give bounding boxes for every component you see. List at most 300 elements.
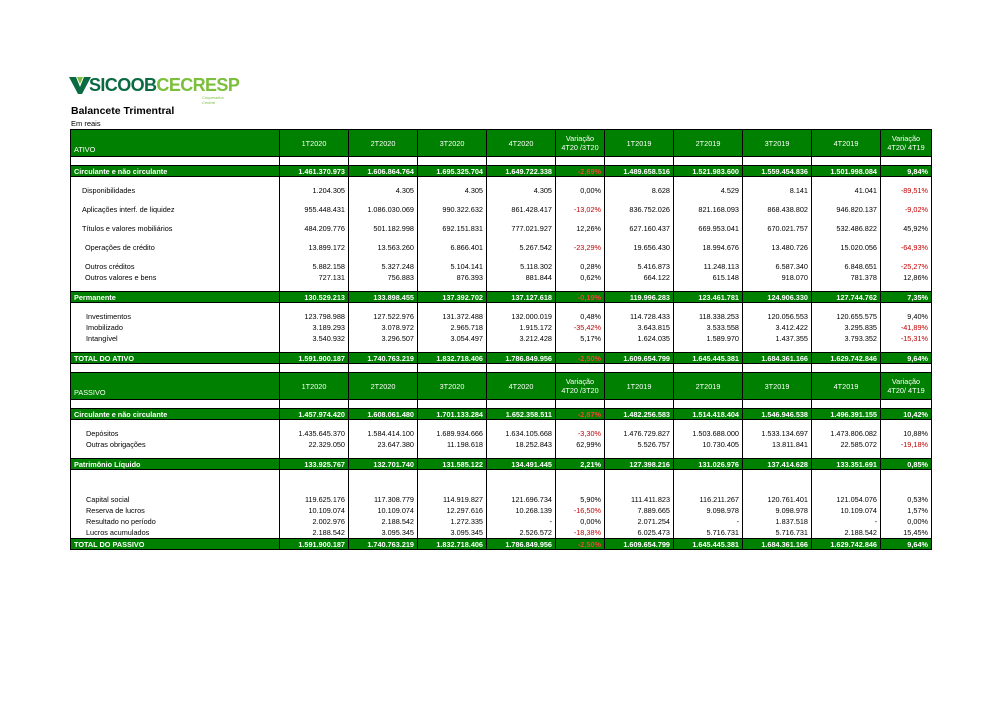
table-row-value: 5.104.141 (418, 261, 487, 272)
empty-cell (743, 344, 812, 353)
circulante-row-value: 1.501.998.084 (812, 166, 881, 177)
permanente-row-value: -0,19% (556, 292, 605, 303)
empty-cell (487, 470, 556, 479)
empty-cell (605, 486, 674, 494)
empty-cell (280, 253, 349, 261)
total-passivo-row-value: 9,64% (881, 539, 932, 550)
table-row-value: 3.296.507 (349, 333, 418, 344)
circulante-row-value: 1.652.358.511 (487, 409, 556, 420)
logo-tagline: Cooperativa Central (202, 95, 224, 105)
table-row-label: Operações de crédito (71, 242, 280, 253)
empty-cell (280, 234, 349, 242)
empty-cell (71, 486, 280, 494)
table-row-value: -41,89% (881, 322, 932, 333)
table-row-value: -23,29% (556, 242, 605, 253)
empty-cell (280, 303, 349, 312)
table-row-value: 0,48% (556, 311, 605, 322)
table-row-value: 777.021.927 (487, 223, 556, 234)
table-row-value: 3.054.497 (418, 333, 487, 344)
table-row-value: 3.533.558 (674, 322, 743, 333)
empty-cell (881, 253, 932, 261)
empty-cell (881, 215, 932, 223)
empty-cell (349, 400, 418, 409)
table-row-value: 2.526.572 (487, 527, 556, 539)
empty-cell (280, 283, 349, 292)
table-row-value: 727.131 (280, 272, 349, 283)
table-row-value: 4.529 (674, 185, 743, 196)
spacer-row (71, 253, 932, 261)
empty-cell (674, 478, 743, 486)
empty-cell (418, 400, 487, 409)
column-header: 3T2019 (743, 373, 812, 400)
table-row-label: Outros valores e bens (71, 272, 280, 283)
table-row-value: 3.189.293 (280, 322, 349, 333)
table-row-value: 1.204.305 (280, 185, 349, 196)
table-row-value: 23.647.380 (349, 439, 418, 450)
table-row-label: Títulos e valores mobiliários (71, 223, 280, 234)
empty-cell (605, 303, 674, 312)
table-row (71, 223, 932, 234)
empty-cell (487, 234, 556, 242)
patrimonio-row-value: 133.351.691 (812, 459, 881, 470)
table-row-value: 5,90% (556, 494, 605, 505)
circulante-row-value: -2,87% (556, 409, 605, 420)
empty-cell (71, 450, 280, 459)
empty-cell (349, 283, 418, 292)
table-row-value: 6.025.473 (605, 527, 674, 539)
column-header: Variação 4T20 /3T20 (556, 373, 605, 400)
empty-cell (674, 303, 743, 312)
table-row-value: - (487, 516, 556, 527)
report-title: Balancete Trimentral (71, 105, 175, 117)
table-row-value: 0,62% (556, 272, 605, 283)
table-row-value: 627.160.437 (605, 223, 674, 234)
table-row-value: 664.122 (605, 272, 674, 283)
table-row-value: 18.252.843 (487, 439, 556, 450)
empty-cell (418, 344, 487, 353)
empty-cell (487, 215, 556, 223)
total-ativo-row-value: 1.629.742.846 (812, 353, 881, 364)
empty-cell (418, 478, 487, 486)
table-row (71, 494, 932, 505)
empty-cell (743, 303, 812, 312)
empty-cell (71, 478, 280, 486)
empty-cell (280, 157, 349, 166)
table-row-value: -35,42% (556, 322, 605, 333)
permanente-row-value: 123.461.781 (674, 292, 743, 303)
empty-cell (349, 478, 418, 486)
empty-cell (605, 157, 674, 166)
empty-cell (743, 253, 812, 261)
table-row-value: 15.020.056 (812, 242, 881, 253)
table-row-value: 5.526.757 (605, 439, 674, 450)
sicoob-cecresp-logo (69, 73, 240, 105)
empty-cell (812, 253, 881, 261)
table-row (71, 505, 932, 516)
table-row-value: 10.109.074 (280, 505, 349, 516)
empty-cell (881, 157, 932, 166)
table-row-value: -15,31% (881, 333, 932, 344)
spacer-row (71, 283, 932, 292)
empty-cell (418, 196, 487, 204)
table-row-value: 1.689.934.666 (418, 428, 487, 439)
spacer-row (71, 450, 932, 459)
empty-cell (812, 486, 881, 494)
patrimonio-row-value: 134.491.445 (487, 459, 556, 470)
table-row-value: 5,17% (556, 333, 605, 344)
empty-cell (812, 283, 881, 292)
total-passivo-row-value: 1.740.763.219 (349, 539, 418, 550)
empty-cell (71, 215, 280, 223)
empty-cell (280, 177, 349, 186)
empty-cell (812, 215, 881, 223)
table-row-value: 1.837.518 (743, 516, 812, 527)
empty-cell (280, 400, 349, 409)
empty-cell (280, 364, 349, 373)
empty-cell (418, 450, 487, 459)
circulante-row-value: 1.608.061.480 (349, 409, 418, 420)
table-row-value: -3,30% (556, 428, 605, 439)
empty-cell (674, 470, 743, 479)
table-row-value: 669.953.041 (674, 223, 743, 234)
empty-cell (71, 364, 280, 373)
table-row-value: 2.071.254 (605, 516, 674, 527)
empty-cell (881, 303, 932, 312)
circulante-row-value: 1.695.325.704 (418, 166, 487, 177)
empty-cell (556, 400, 605, 409)
table-row-value: 1.634.105.668 (487, 428, 556, 439)
patrimonio-row (71, 459, 932, 470)
empty-cell (71, 177, 280, 186)
empty-cell (812, 420, 881, 429)
table-row-value: 6.587.340 (743, 261, 812, 272)
column-header: 2T2019 (674, 130, 743, 157)
circulante-row-value: 1.461.370.973 (280, 166, 349, 177)
empty-cell (743, 215, 812, 223)
empty-cell (881, 234, 932, 242)
table-row-value: 881.844 (487, 272, 556, 283)
empty-cell (280, 486, 349, 494)
empty-cell (812, 234, 881, 242)
empty-cell (556, 478, 605, 486)
total-ativo-row-value: 1.740.763.219 (349, 353, 418, 364)
table-row-value: 1.435.645.370 (280, 428, 349, 439)
table-row-value: 13.811.841 (743, 439, 812, 450)
column-header: Variação 4T20 /3T20 (556, 130, 605, 157)
empty-cell (881, 177, 932, 186)
empty-cell (812, 478, 881, 486)
table-row-value: 3.095.345 (349, 527, 418, 539)
table-row-value: 3.793.352 (812, 333, 881, 344)
column-header: 2T2020 (349, 373, 418, 400)
empty-cell (71, 420, 280, 429)
table-row-value: 0,53% (881, 494, 932, 505)
empty-cell (881, 420, 932, 429)
spacer-row (71, 486, 932, 494)
table-row-value: 22.585.072 (812, 439, 881, 450)
table-row-value: 13.563.260 (349, 242, 418, 253)
table-row-value: 5.118.302 (487, 261, 556, 272)
table-row (71, 527, 932, 539)
total-ativo-row-value: 1.591.900.187 (280, 353, 349, 364)
total-ativo-row-value: 1.609.654.799 (605, 353, 674, 364)
table-row-value: 12,26% (556, 223, 605, 234)
empty-cell (71, 157, 280, 166)
empty-cell (605, 234, 674, 242)
logo-wordmark: SICOOBCECRESP (89, 75, 240, 95)
total-ativo-row (71, 353, 932, 364)
total-passivo-row-label: TOTAL DO PASSIVO (71, 539, 280, 550)
table-row-label: Aplicações interf. de liquidez (71, 204, 280, 215)
total-passivo-row-value: 1.645.445.381 (674, 539, 743, 550)
patrimonio-row-value: 137.414.628 (743, 459, 812, 470)
empty-cell (605, 364, 674, 373)
table-row-value: 9.098.978 (674, 505, 743, 516)
table-row (71, 322, 932, 333)
table-row-value: 2.188.542 (812, 527, 881, 539)
total-ativo-row-value: 1.832.718.406 (418, 353, 487, 364)
spacer-row (71, 478, 932, 486)
empty-cell (556, 283, 605, 292)
empty-cell (743, 196, 812, 204)
table-row-value: 1.437.355 (743, 333, 812, 344)
table-row-value: 5.716.731 (674, 527, 743, 539)
empty-cell (674, 157, 743, 166)
table-row-value: 3.212.428 (487, 333, 556, 344)
table-row-value: 1.589.970 (674, 333, 743, 344)
table-row-value: 3.412.422 (743, 322, 812, 333)
circulante-row-value: 1.496.391.155 (812, 409, 881, 420)
empty-cell (743, 283, 812, 292)
table-row-value: 9.098.978 (743, 505, 812, 516)
empty-cell (605, 253, 674, 261)
empty-cell (71, 400, 280, 409)
empty-cell (674, 420, 743, 429)
table-row-label: Disponibilidades (71, 185, 280, 196)
empty-cell (812, 157, 881, 166)
empty-cell (349, 344, 418, 353)
empty-cell (605, 344, 674, 353)
table-row-value: 1.476.729.827 (605, 428, 674, 439)
spacer-row (71, 303, 932, 312)
circulante-row-value: 9,84% (881, 166, 932, 177)
table-row-value: 19.656.430 (605, 242, 674, 253)
table-row-value: 692.151.831 (418, 223, 487, 234)
empty-cell (349, 196, 418, 204)
spacer-row (71, 177, 932, 186)
table-row-label: Investimentos (71, 311, 280, 322)
circulante-row-value: 1.701.133.284 (418, 409, 487, 420)
table-row-value: 132.000.019 (487, 311, 556, 322)
table-row-value: 120.056.553 (743, 311, 812, 322)
empty-cell (418, 215, 487, 223)
empty-cell (674, 450, 743, 459)
table-row-value: - (812, 516, 881, 527)
sicoob-logo-icon (69, 75, 91, 95)
total-passivo-row-value: 1.629.742.846 (812, 539, 881, 550)
permanente-row-value: 137.392.702 (418, 292, 487, 303)
empty-cell (674, 364, 743, 373)
total-passivo-row-value: 1.832.718.406 (418, 539, 487, 550)
table-row-value: 0,00% (556, 185, 605, 196)
permanente-row-value: 130.529.213 (280, 292, 349, 303)
table-row-value: 2.188.542 (349, 516, 418, 527)
total-passivo-row-value: 1.786.849.956 (487, 539, 556, 550)
table-row-value: 501.182.998 (349, 223, 418, 234)
table-row-value: -18,38% (556, 527, 605, 539)
empty-cell (881, 400, 932, 409)
empty-cell (71, 234, 280, 242)
spacer-row (71, 420, 932, 429)
empty-cell (418, 470, 487, 479)
table-row-value: 118.338.253 (674, 311, 743, 322)
table-row-value: 4.305 (349, 185, 418, 196)
table-row-label: Outros créditos (71, 261, 280, 272)
patrimonio-row-label: Patrimônio Líquido (71, 459, 280, 470)
circulante-row-value: 1.649.722.338 (487, 166, 556, 177)
column-header: Variação 4T20/ 4T19 (881, 130, 932, 157)
column-header: 1T2019 (605, 373, 674, 400)
circulante-row-value: -2,69% (556, 166, 605, 177)
table-row-value: 1.624.035 (605, 333, 674, 344)
table-row-value: 123.798.988 (280, 311, 349, 322)
total-ativo-row-value: 9,64% (881, 353, 932, 364)
table-row-value: 120.761.401 (743, 494, 812, 505)
table-row-value: -16,50% (556, 505, 605, 516)
table-row-value: 120.655.575 (812, 311, 881, 322)
empty-cell (487, 283, 556, 292)
table-row-value: 836.752.026 (605, 204, 674, 215)
empty-cell (812, 470, 881, 479)
table-row-value: 0,00% (556, 516, 605, 527)
circulante-row (71, 409, 932, 420)
table-row (71, 261, 932, 272)
empty-cell (349, 157, 418, 166)
passivo-header-row (71, 373, 932, 400)
empty-cell (280, 196, 349, 204)
empty-cell (881, 478, 932, 486)
empty-cell (418, 177, 487, 186)
table-row-value: -64,93% (881, 242, 932, 253)
table-row-value: 11.198.618 (418, 439, 487, 450)
table-row-value: 990.322.632 (418, 204, 487, 215)
permanente-row-label: Permanente (71, 292, 280, 303)
table-row-value: 1.915.172 (487, 322, 556, 333)
column-header: 3T2020 (418, 130, 487, 157)
empty-cell (812, 196, 881, 204)
patrimonio-row-value: 0,85% (881, 459, 932, 470)
empty-cell (674, 177, 743, 186)
table-row-value: 10.109.074 (812, 505, 881, 516)
table-row-value: 955.448.431 (280, 204, 349, 215)
total-passivo-row-value: 1.609.654.799 (605, 539, 674, 550)
circulante-row-value: 1.559.454.836 (743, 166, 812, 177)
empty-cell (280, 344, 349, 353)
empty-cell (349, 450, 418, 459)
balance-table-body (71, 130, 932, 550)
circulante-row-label: Circulante e não circulante (71, 166, 280, 177)
empty-cell (349, 215, 418, 223)
table-row-value: 13.899.172 (280, 242, 349, 253)
empty-cell (743, 420, 812, 429)
patrimonio-row-value: 131.585.122 (418, 459, 487, 470)
empty-cell (487, 478, 556, 486)
empty-cell (743, 234, 812, 242)
permanente-row-value: 124.906.330 (743, 292, 812, 303)
empty-cell (556, 344, 605, 353)
table-row-value: 484.209.776 (280, 223, 349, 234)
balance-table (70, 129, 932, 550)
empty-cell (605, 283, 674, 292)
empty-cell (556, 470, 605, 479)
table-row-label: Depósitos (71, 428, 280, 439)
empty-cell (487, 486, 556, 494)
permanente-row-value: 137.127.618 (487, 292, 556, 303)
table-row-value: 3.095.345 (418, 527, 487, 539)
circulante-row (71, 166, 932, 177)
table-row-value: 10.730.405 (674, 439, 743, 450)
empty-cell (605, 400, 674, 409)
table-row-value: 2.965.718 (418, 322, 487, 333)
empty-cell (349, 420, 418, 429)
empty-cell (349, 303, 418, 312)
circulante-row-value: 1.489.658.516 (605, 166, 674, 177)
table-row-value: 756.883 (349, 272, 418, 283)
empty-cell (280, 420, 349, 429)
column-header: 4T2019 (812, 373, 881, 400)
empty-cell (487, 253, 556, 261)
empty-cell (743, 400, 812, 409)
empty-cell (605, 420, 674, 429)
table-row-value: 22.329.050 (280, 439, 349, 450)
circulante-row-value: 1.546.946.538 (743, 409, 812, 420)
column-header: Variação 4T20/ 4T19 (881, 373, 932, 400)
gap-row (71, 157, 932, 166)
empty-cell (812, 303, 881, 312)
table-row-value: 0,28% (556, 261, 605, 272)
patrimonio-row-value: 133.925.767 (280, 459, 349, 470)
table-row-value: 18.994.676 (674, 242, 743, 253)
table-row-value: 1,57% (881, 505, 932, 516)
table-row (71, 204, 932, 215)
empty-cell (674, 344, 743, 353)
table-row-value: 127.522.976 (349, 311, 418, 322)
circulante-row-label: Circulante e não circulante (71, 409, 280, 420)
table-row-value: 8.141 (743, 185, 812, 196)
empty-cell (881, 470, 932, 479)
gap-row (71, 400, 932, 409)
table-row-value: 861.428.417 (487, 204, 556, 215)
table-row-value: 13.480.726 (743, 242, 812, 253)
table-row-value: 1.503.688.000 (674, 428, 743, 439)
empty-cell (605, 478, 674, 486)
patrimonio-row-value: 131.026.976 (674, 459, 743, 470)
circulante-row-value: 1.521.983.600 (674, 166, 743, 177)
empty-cell (881, 364, 932, 373)
empty-cell (812, 400, 881, 409)
table-row-value: 5.416.873 (605, 261, 674, 272)
table-row-label: Outras obrigações (71, 439, 280, 450)
column-header: 3T2020 (418, 373, 487, 400)
passivo-header-label: PASSIVO (71, 373, 280, 400)
table-row (71, 333, 932, 344)
table-row-value: 111.411.823 (605, 494, 674, 505)
patrimonio-row-value: 2,21% (556, 459, 605, 470)
table-row (71, 428, 932, 439)
table-row-value: 1.086.030.069 (349, 204, 418, 215)
empty-cell (674, 400, 743, 409)
circulante-row-value: 10,42% (881, 409, 932, 420)
